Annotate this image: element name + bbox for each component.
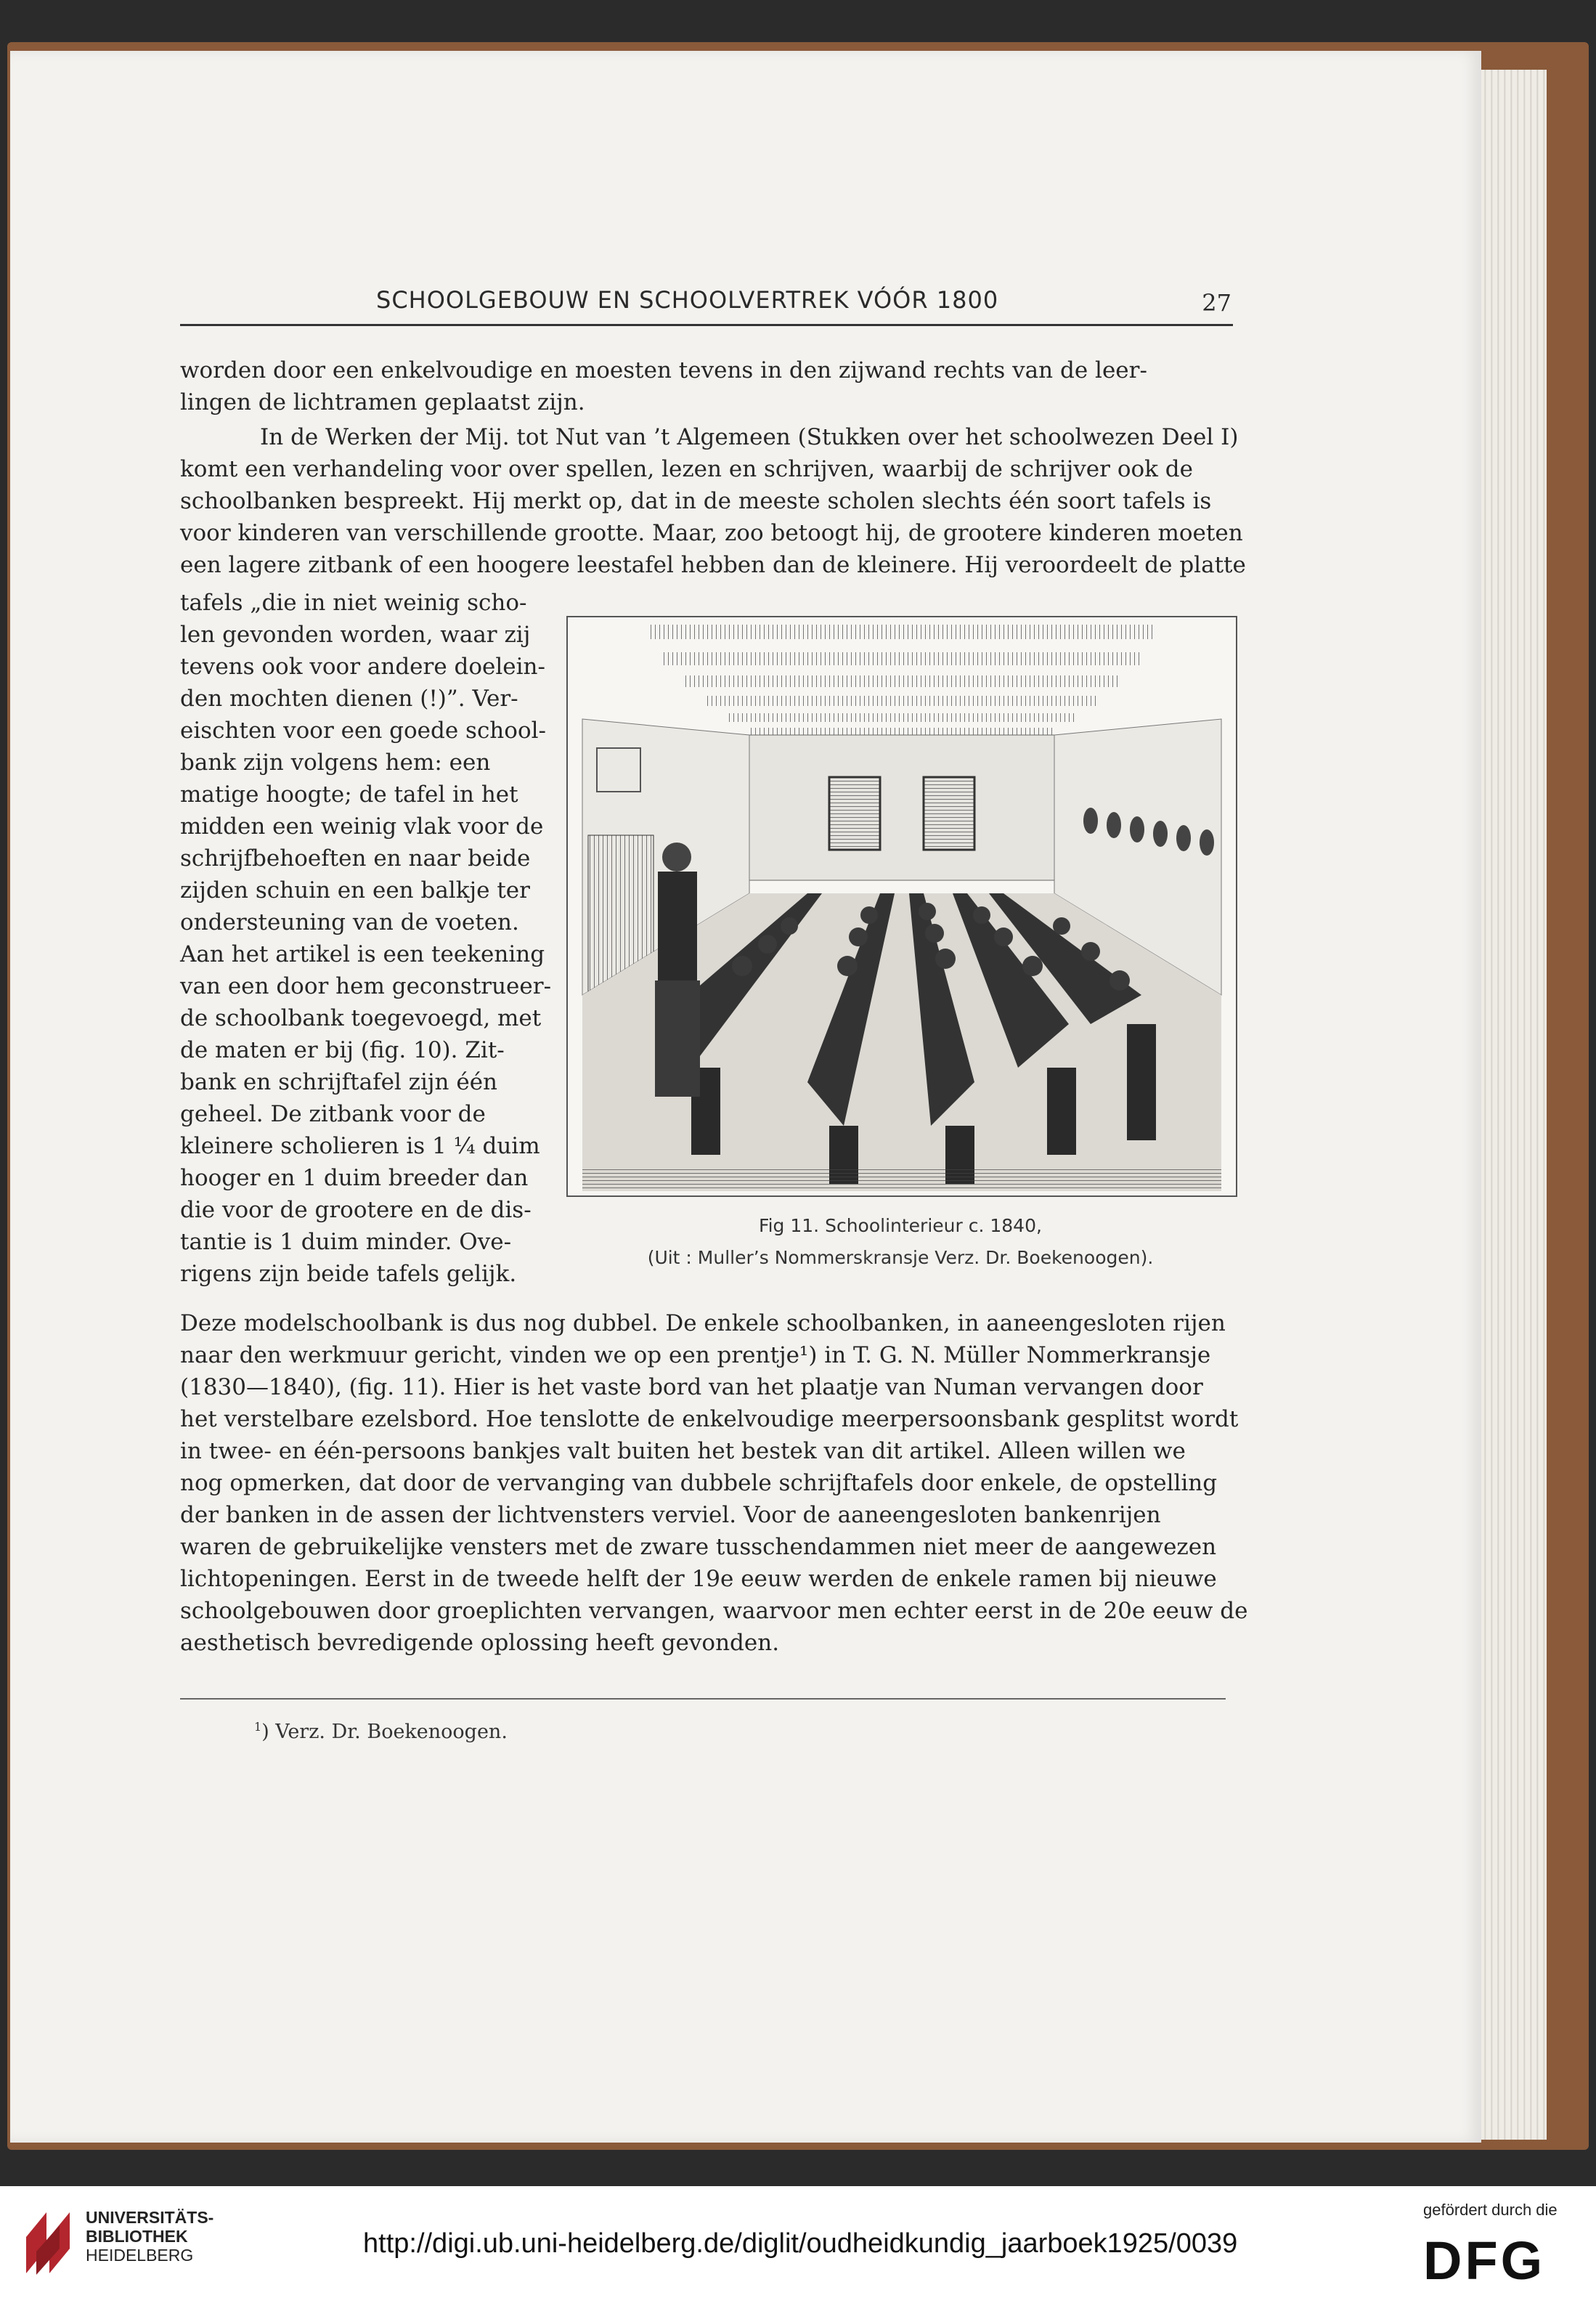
text-line: nog opmerken, dat door de vervanging van dubbele schrijftafels door enkele, de opstelling <box>180 1470 1218 1496</box>
figure-caption <box>566 1210 1234 1280</box>
text-line: matige hoogte; de tafel in het <box>180 781 518 808</box>
text-line: worden door een enkelvoudige en moesten tevens in den zijwand rechts van de leer- <box>180 357 1147 383</box>
text-line: bank zijn volgens hem: een <box>180 750 491 776</box>
text-line: schoolbanken bespreekt. Hij merkt op, dat in de meeste scholen slechts één soort tafels is <box>180 488 1212 514</box>
text-line: midden een weinig vlak voor de <box>180 813 544 840</box>
dfg-logo: DFG <box>1423 2230 1546 2291</box>
text-line: lingen de lichtramen geplaatst zijn. <box>180 389 585 415</box>
university-library-logo-icon <box>22 2208 74 2278</box>
text-line: hooger en 1 duim breeder dan <box>180 1165 529 1191</box>
library-name-line: UNIVERSITÄTS- <box>86 2208 214 2227</box>
footnote <box>254 1720 508 1743</box>
text-line: de schoolbank toegevoegd, met <box>180 1005 542 1031</box>
text-line: schrijfbehoeften en naar beide <box>180 845 531 872</box>
library-name-line: HEIDELBERG <box>86 2246 194 2265</box>
text-line: Aan het artikel is een teekening <box>180 941 545 967</box>
text-line: tevens ook voor andere doelein- <box>180 654 545 680</box>
paragraph-bottom <box>180 1307 1248 1656</box>
footnote-text: ) Verz. Dr. Boekenoogen. <box>261 1721 508 1743</box>
text-line: waren de gebruikelijke vensters met de zware tusschendammen niet meer de aangewezen <box>180 1534 1217 1560</box>
text-line: van een door hem geconstrueer- <box>180 973 552 999</box>
figure-classroom-engraving <box>566 616 1237 1197</box>
library-name-line: BIBLIOTHEK <box>86 2227 188 2246</box>
paragraph-main <box>180 421 1246 584</box>
text-line: zijden schuin en een balkje ter <box>180 877 530 904</box>
text-line: tantie is 1 duim minder. Ove- <box>180 1229 512 1255</box>
text-line: tafels „die in niet weinig scho- <box>180 590 527 616</box>
text-line: lichtopeningen. Eerst in de tweede helft der 19e eeuw werden de enkele ramen bij nieuwe <box>180 1566 1217 1592</box>
text-line: bank en schrijftafel zijn één <box>180 1069 498 1095</box>
text-line: in twee- en één-persoons bankjes valt buiten het bestek van dit artikel. Alleen willen we <box>180 1438 1186 1464</box>
text-line: rigens zijn beide tafels gelijk. <box>180 1261 517 1287</box>
text-line: naar den werkmuur gericht, vinden we op een prentje¹) in T. G. N. Müller Nommerkransje <box>180 1342 1211 1368</box>
text-line: voor kinderen van verschillende grootte. Maar, zoo betoogt hij, de grootere kinderen moeten <box>180 520 1243 546</box>
text-line: eischten voor een goede school- <box>180 718 546 744</box>
figure-caption-source: (Uit : Muller’s Nommerskransje Verz. Dr. Boekenoogen). <box>647 1247 1154 1268</box>
text-line: aesthetisch bevredigende oplossing heeft gevonden. <box>180 1630 780 1656</box>
text-line: die voor de grootere en de dis- <box>180 1197 532 1223</box>
text-line: de maten er bij (fig. 10). Zit- <box>180 1037 505 1063</box>
text-line: een lagere zitbank of een hoogere leestafel hebben dan de kleinere. Hij veroordeelt de platte <box>180 552 1246 578</box>
footnote-marker: 1 <box>254 1720 262 1734</box>
running-head-title: SCHOOLGEBOUW EN SCHOOLVERTREK VÓÓR 1800 <box>376 286 999 314</box>
text-line: den mochten dienen (!)”. Ver- <box>180 686 518 712</box>
text-line: geheel. De zitbank voor de <box>180 1101 486 1127</box>
footnote-divider <box>180 1698 1226 1700</box>
text-line: len gevonden worden, waar zij <box>180 622 531 648</box>
text-line: kleinere scholieren is 1 ¼ duim <box>180 1133 540 1159</box>
text-line: (1830—1840), (fig. 11). Hier is het vaste bord van het plaatje van Numan vervangen door <box>180 1374 1203 1400</box>
university-library-name <box>86 2208 213 2265</box>
running-head <box>180 282 1233 326</box>
text-line: het verstelbare ezelsbord. Hoe tenslotte de enkelvoudige meerpersoonsbank gesplitst wordt <box>180 1406 1239 1432</box>
text-line: der banken in de assen der lichtvensters verviel. Voor de aaneengesloten bankenrijen <box>180 1502 1161 1528</box>
text-line: komt een verhandeling voor over spellen, lezen en schrijven, waarbij de schrijver ook de <box>180 456 1193 482</box>
text-line: ondersteuning van de voeten. <box>180 909 519 935</box>
funding-label: gefördert durch die <box>1423 2201 1558 2219</box>
paragraph-column <box>180 587 552 1313</box>
classroom-illustration <box>568 617 1236 1195</box>
paragraph-continuation <box>180 354 1233 418</box>
source-url-link[interactable]: http://digi.ub.uni-heidelberg.de/diglit/oudheidkundig_jaarboek1925/0039 <box>363 2228 1238 2259</box>
text-line: schoolgebouwen door groeplichten vervangen, waarvoor men echter eerst in de 20e eeuw de <box>180 1598 1248 1624</box>
text-line: In de Werken der Mij. tot Nut van ’t Algemeen (Stukken over het schoolwezen Deel I) <box>260 424 1239 450</box>
figure-caption-line: Fig 11. Schoolinterieur c. 1840, <box>759 1215 1042 1236</box>
page-number: 27 <box>1202 289 1231 317</box>
text-line: Deze modelschoolbank is dus nog dubbel. De enkele schoolbanken, in aaneengesloten rijen <box>180 1310 1226 1336</box>
